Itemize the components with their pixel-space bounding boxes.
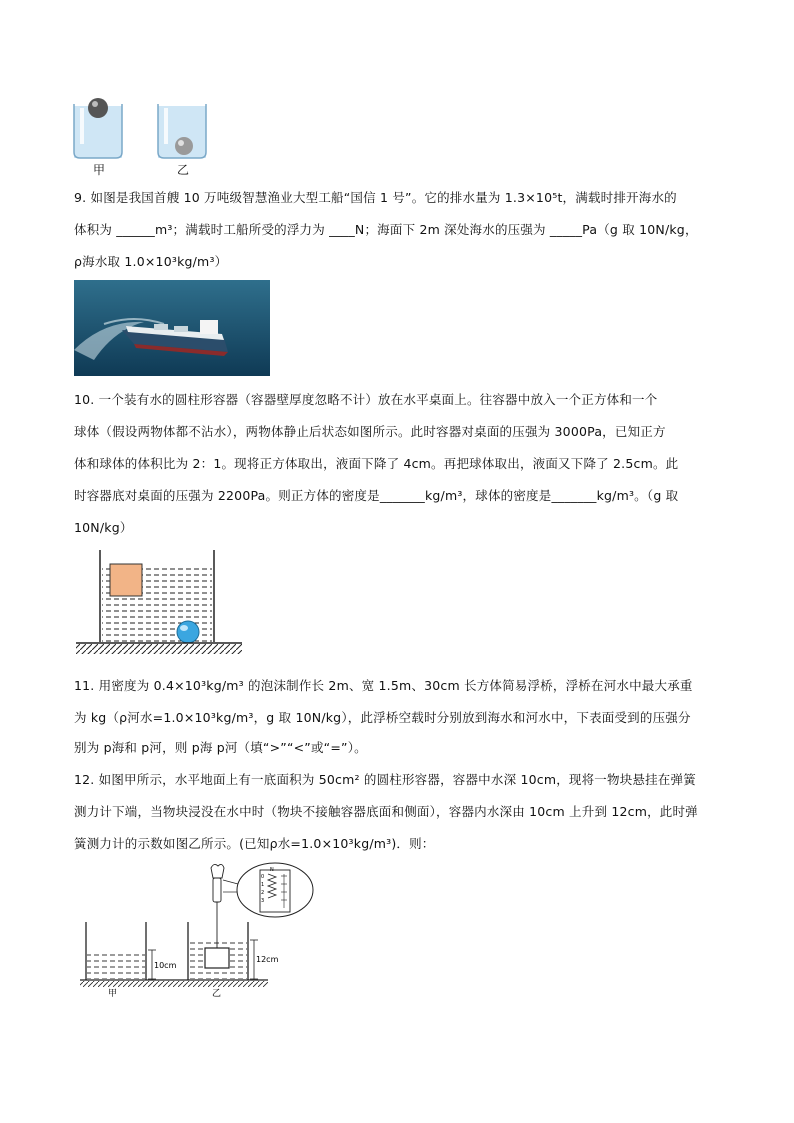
depth-label-a: 10cm bbox=[154, 961, 177, 970]
scale-tick-2: 2 bbox=[261, 890, 265, 896]
scale-tick-1: 1 bbox=[261, 882, 265, 888]
sphere bbox=[177, 621, 199, 643]
scale-tick-0: 0 bbox=[261, 874, 265, 880]
q11-line3: 别为 p海和 p河，则 p海 p河（填“>”“<”或“=”）。 bbox=[74, 740, 367, 755]
label-jia: 甲 bbox=[93, 163, 106, 177]
q9-line1: 9. 如图是我国首艘 10 万吨级智慧渔业大型工船“国信 1 号”。它的排水量为 1.3×10⁵t，满载时排开海水的 bbox=[74, 190, 677, 205]
scale-unit: N bbox=[270, 867, 274, 873]
spring-scale-figure bbox=[78, 862, 328, 1002]
block bbox=[205, 948, 229, 968]
label-yi-12: 乙 bbox=[212, 989, 222, 999]
beaker-yi bbox=[158, 104, 206, 158]
container-figure bbox=[74, 548, 244, 658]
q10-line3: 体和球体的体积比为 2：1。现将正方体取出，液面下降了 4cm。再把球体取出，液面又下降了 2.5cm。此 bbox=[74, 456, 679, 471]
q9-line3: ρ海水取 1.0×10³kg/m³） bbox=[74, 254, 228, 269]
container-jia bbox=[86, 922, 156, 980]
beakers-figure bbox=[66, 92, 226, 178]
q11-line1: 11. 用密度为 0.4×10³kg/m³ 的泡沫制作长 2m、宽 1.5m、30cm 长方体简易浮桥，浮桥在河水中最大承重 bbox=[74, 678, 693, 693]
q12-line1: 12. 如图甲所示，水平地面上有一底面积为 50cm² 的圆柱形容器，容器中水深 10cm，现将一物块悬挂在弹簧 bbox=[74, 772, 696, 787]
cube bbox=[110, 564, 142, 596]
q11-line2: 为 kg（ρ河水=1.0×10³kg/m³，g 取 10N/kg），此浮桥空载时分别放到海水和河水中，下表面受到的压强分 bbox=[74, 710, 691, 725]
q10-line5: 10N/kg） bbox=[74, 520, 133, 535]
scale-tick-3: 3 bbox=[261, 898, 265, 904]
label-jia-12: 甲 bbox=[108, 989, 118, 999]
ship-photo bbox=[74, 280, 270, 376]
ball-sunk bbox=[175, 137, 193, 155]
depth-label-b: 12cm bbox=[256, 955, 279, 964]
q10-line2: 球体（假设两物体都不沾水），两物体静止后状态如图所示。此时容器对桌面的压强为 3000Pa，已知正方 bbox=[74, 424, 666, 439]
beaker-jia bbox=[74, 98, 122, 158]
q10-line1: 10. 一个装有水的圆柱形容器（容器壁厚度忽略不计）放在水平桌面上。往容器中放入一个正方体和一个 bbox=[74, 392, 658, 407]
scale-zoom bbox=[237, 863, 313, 917]
spring-scale bbox=[211, 864, 238, 902]
container-yi bbox=[188, 902, 258, 980]
label-yi: 乙 bbox=[177, 163, 190, 177]
q12-line3: 簧测力计的示数如图乙所示。(已知ρ水=1.0×10³kg/m³)．则： bbox=[74, 836, 435, 851]
ball-floating bbox=[88, 98, 108, 118]
q12-line2: 测力计下端，当物块浸没在水中时（物块不接触容器底面和侧面），容器内水深由 10cm 上升到 12cm，此时弹 bbox=[74, 804, 698, 819]
q9-line2: 体积为 ______m³；满载时工船所受的浮力为 ____N；海面下 2m 深处海水的压强为 _____Pa（g 取 10N/kg， bbox=[74, 222, 698, 237]
q10-line4: 时容器底对桌面的压强为 2200Pa。则正方体的密度是_______kg/m³，球体的密度是_______kg/m³。（g 取 bbox=[74, 488, 679, 503]
